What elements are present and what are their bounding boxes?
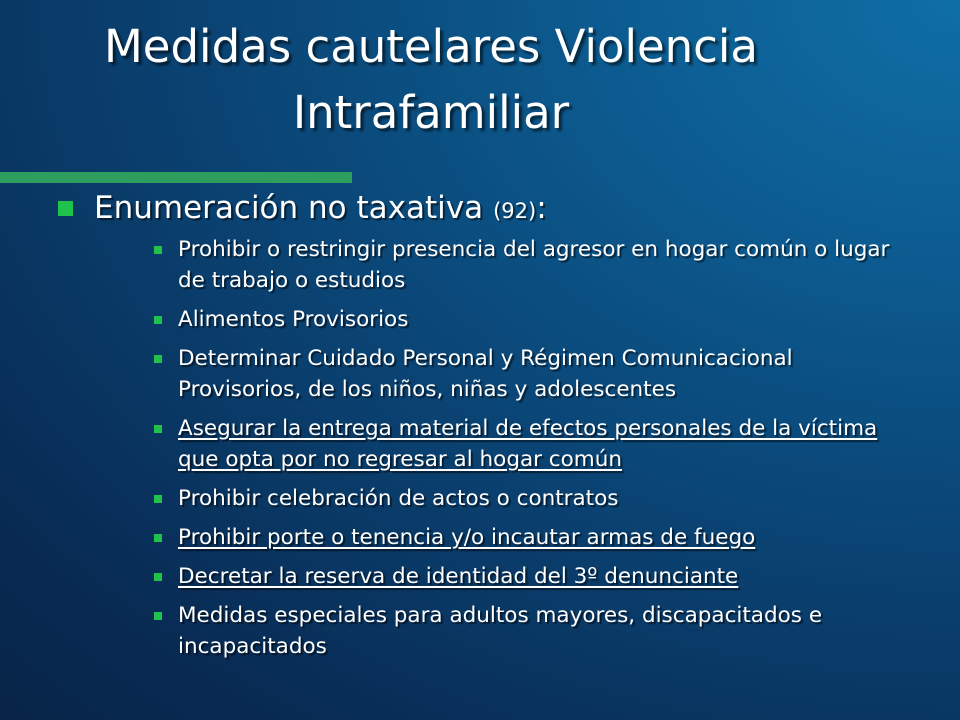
measure-item <box>154 600 914 662</box>
slide-title-line2: Intrafamiliar <box>292 86 570 139</box>
square-bullet-icon <box>154 612 162 620</box>
measure-item <box>154 483 914 514</box>
square-bullet-icon <box>154 425 162 433</box>
square-bullet-icon <box>154 355 162 363</box>
main-bullet-text <box>94 186 547 233</box>
measure-item-text: Determinar Cuidado Personal y Régimen Comunicacional Provisorios, de los niños, niñas y adolescentes <box>178 346 793 402</box>
square-bullet-icon <box>154 573 162 581</box>
measure-item <box>154 304 914 335</box>
measure-item-text: Decretar la reserva de identidad del 3º denunciante <box>178 564 739 589</box>
square-bullet-icon <box>154 495 162 503</box>
measure-item <box>154 561 914 592</box>
square-bullet-icon <box>154 534 162 542</box>
measure-item-text: Medidas especiales para adultos mayores, discapacitados e incapacitados <box>178 603 823 659</box>
measure-item-text: Prohibir celebración de actos o contratos <box>178 486 619 511</box>
measure-item-text: Alimentos Provisorios <box>178 307 409 332</box>
measure-item-text: Prohibir porte o tenencia y/o incautar armas de fuego <box>178 525 756 550</box>
slide-title-line1: Medidas cautelares Violencia <box>103 20 759 73</box>
measure-item <box>154 234 914 296</box>
main-bullet-colon: : <box>536 190 547 226</box>
main-bullet <box>58 186 920 233</box>
measure-item-text: Asegurar la entrega material de efectos personales de la víctima que opta por no regresar al hogar común <box>178 416 878 472</box>
main-bullet-heading: Enumeración no taxativa <box>94 190 484 226</box>
title-divider <box>0 172 352 183</box>
square-bullet-icon <box>154 316 162 324</box>
measure-item-text: Prohibir o restringir presencia del agresor en hogar común o lugar de trabajo o estudios <box>178 237 890 293</box>
slide-title <box>0 14 862 146</box>
square-bullet-icon <box>58 201 73 216</box>
measure-item <box>154 522 914 553</box>
main-bullet-reference: (92) <box>493 199 537 223</box>
measure-item <box>154 413 914 475</box>
square-bullet-icon <box>154 246 162 254</box>
measure-item <box>154 343 914 405</box>
measures-list <box>154 234 914 670</box>
